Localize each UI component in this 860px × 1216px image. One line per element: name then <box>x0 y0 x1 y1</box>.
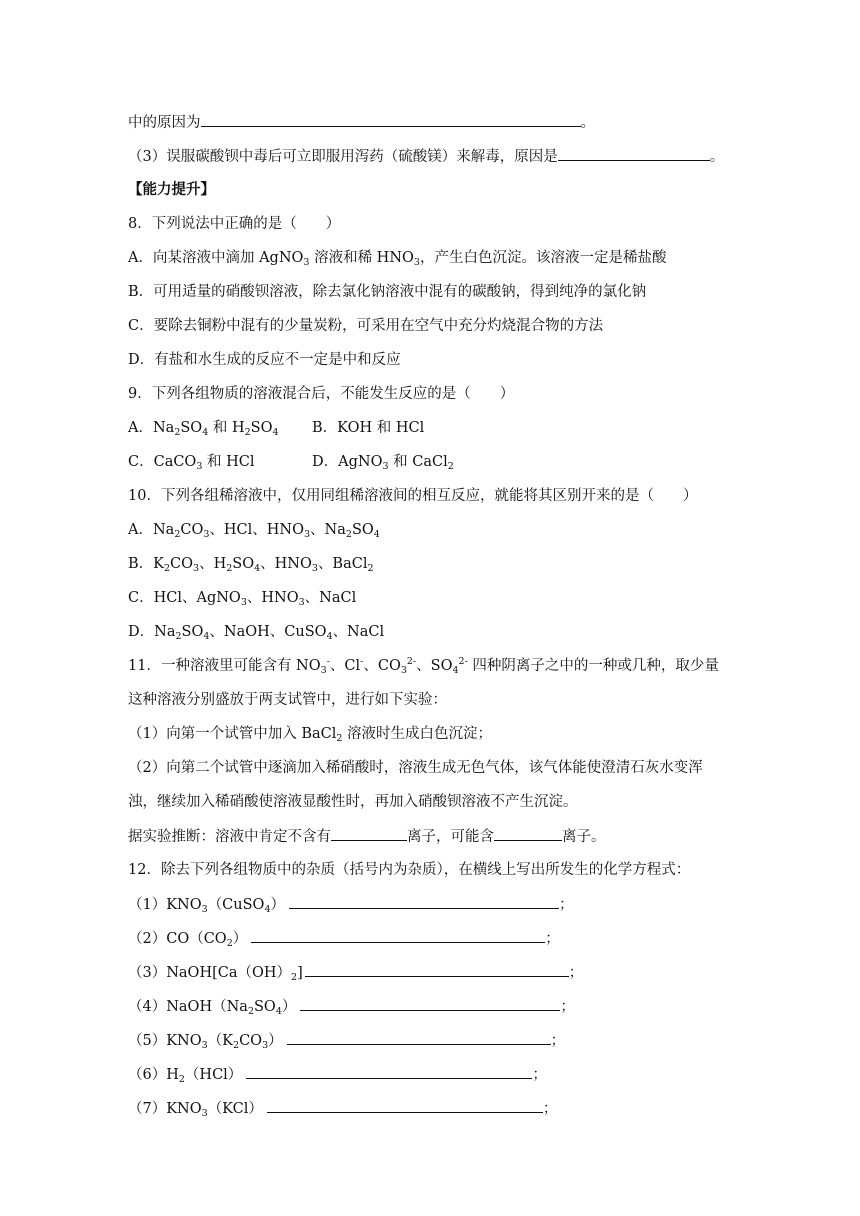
question-12-item-3 <box>128 962 768 983</box>
text: 。 <box>709 149 725 165</box>
subscript: 2 <box>233 1040 240 1051</box>
question-11-line-1 <box>128 656 768 676</box>
subscript: 3 <box>201 904 208 915</box>
text: 溶液时生成白色沉淀； <box>342 726 493 742</box>
subscript: 2 <box>336 733 343 744</box>
subscript: 3 <box>400 665 407 676</box>
subscript: 2 <box>174 427 181 438</box>
text: （1）KNO <box>128 897 202 913</box>
text: SO <box>250 420 273 436</box>
question-12-item-4 <box>128 996 768 1017</box>
subscript: 3 <box>382 461 389 472</box>
text: 和 H <box>208 420 245 436</box>
text: SO <box>180 420 203 436</box>
question-12-stem: 12．除去下列各组物质中的杂质（括号内为杂质），在横线上写出所发生的化学方程式： <box>128 862 691 878</box>
text: ； <box>568 965 584 981</box>
superscript: 2- <box>458 656 468 667</box>
subscript: 2 <box>447 461 454 472</box>
subscript: 3 <box>240 597 247 608</box>
answer-blank[interactable] <box>300 996 560 1011</box>
question-8-option-d: D．有盐和水生成的反应不一定是中和反应 <box>128 352 401 368</box>
question-9-options-cd <box>128 452 768 472</box>
text: 和 CaCl <box>388 454 448 470</box>
subscript: 3 <box>303 257 310 268</box>
text: （1）向第一个试管中加入 BaCl <box>128 726 337 742</box>
question-9-option-a <box>128 418 312 438</box>
subscript: 2 <box>345 529 352 540</box>
question-11-conclusion <box>128 826 768 847</box>
question-11-step-1 <box>128 724 768 744</box>
text: （6）H <box>128 1067 179 1083</box>
question-8-option-c: C．要除去铜粉中混有的少量炭粉，可采用在空气中充分灼烧混合物的方法 <box>128 318 604 334</box>
answer-line-reason <box>128 112 768 133</box>
question-10-option-b <box>128 554 768 574</box>
text: （4）NaOH（Na <box>128 999 248 1015</box>
question-12-item-6 <box>128 1064 768 1085</box>
text: CO <box>239 1033 263 1049</box>
text: 、H <box>199 556 227 572</box>
question-8-stem: 8．下列说法中正确的是（ ） <box>128 216 341 232</box>
superscript: 2- <box>406 656 417 667</box>
text: （7）KNO <box>128 1101 202 1117</box>
text: 和 HCl <box>202 454 255 470</box>
answer-blank[interactable] <box>251 928 545 943</box>
subscript: 4 <box>326 631 333 642</box>
text: C．HCl、AgNO <box>128 590 241 606</box>
answer-blank[interactable] <box>287 1030 551 1045</box>
text: A．Na <box>128 522 175 538</box>
answer-blank[interactable] <box>246 1064 532 1079</box>
text: （2）CO（CO <box>128 931 227 947</box>
text: ，产生白色沉淀。该溶液一定是稀盐酸 <box>419 250 667 266</box>
question-12-item-5 <box>128 1030 768 1051</box>
text: 中的原因为 <box>128 115 201 131</box>
text: SO <box>181 624 204 640</box>
superscript: - <box>326 656 330 667</box>
text: （K <box>207 1033 234 1049</box>
answer-blank[interactable] <box>305 962 569 977</box>
question-10-option-a <box>128 520 768 540</box>
subscript: 2 <box>226 563 233 574</box>
superscript: - <box>360 656 364 667</box>
subscript: 3 <box>201 1040 208 1051</box>
subscript: 3 <box>320 665 327 676</box>
text: 、NaOH、CuSO <box>209 624 327 640</box>
text: C．CaCO <box>128 454 197 470</box>
text: （3）误服碳酸钡中毒后可立即服用泻药（硫酸镁）来解毒，原因是 <box>128 149 558 165</box>
answer-blank[interactable] <box>494 826 562 841</box>
question-11-step-2-cont: 浊，继续加入稀硝酸使溶液显酸性时，再加入硝酸钡溶液不产生沉淀。 <box>128 794 578 810</box>
text: 11．一种溶液里可能含有 NO <box>128 658 321 674</box>
subscript: 2 <box>175 631 182 642</box>
subscript: 3 <box>262 1040 269 1051</box>
text: 、HCl、HNO <box>209 522 304 538</box>
subscript: 4 <box>452 665 459 676</box>
answer-blank[interactable] <box>201 112 581 127</box>
text: SO <box>351 522 374 538</box>
text: ] <box>297 965 303 981</box>
text: 、NaCl <box>304 590 357 606</box>
question-9-option-c <box>128 452 312 472</box>
subscript: 2 <box>291 972 298 983</box>
subscript: 2 <box>226 938 233 949</box>
question-9-option-b: B．KOH 和 HCl <box>312 420 425 436</box>
subscript: 2 <box>178 1074 185 1085</box>
text: ； <box>542 1101 558 1117</box>
text: CO <box>170 556 194 572</box>
section-heading: 【能力提升】 <box>128 181 215 198</box>
text: SO <box>232 556 255 572</box>
subscript: 3 <box>201 1108 208 1119</box>
text: A．向某溶液中滴加 AgNO <box>128 250 304 266</box>
text: ） <box>270 897 285 913</box>
text: （3）NaOH[Ca（OH） <box>128 965 292 981</box>
subscript: 2 <box>164 563 171 574</box>
subscript: 3 <box>298 597 305 608</box>
text: A．Na <box>128 420 175 436</box>
subscript: 4 <box>272 427 279 438</box>
subscript: 3 <box>311 563 318 574</box>
text: ） <box>268 1033 283 1049</box>
text: （CuSO <box>207 897 265 913</box>
subscript: 3 <box>193 563 200 574</box>
text: （HCl） <box>184 1067 243 1083</box>
text: CO <box>180 522 204 538</box>
question-8-option-b: B．可用适量的硝酸钡溶液，除去氯化钠溶液中混有的碳酸钠，得到纯净的氯化钠 <box>128 284 647 300</box>
text: D．Na <box>128 624 176 640</box>
text: 离子。 <box>562 829 606 845</box>
text: D．AgNO <box>312 454 383 470</box>
text: ） <box>232 931 248 947</box>
text: ； <box>559 897 574 913</box>
subscript: 4 <box>264 904 271 915</box>
question-11-step-2: （2）向第二个试管中逐滴加入稀硝酸时，溶液生成无色气体，该气体能使澄清石灰水变浑 <box>128 760 703 776</box>
answer-blank[interactable] <box>289 894 559 909</box>
text: ） <box>281 999 297 1015</box>
answer-blank[interactable] <box>331 826 407 841</box>
answer-blank[interactable] <box>267 1098 543 1113</box>
text: 据实验推断：溶液中肯定不含有 <box>128 829 331 845</box>
text: （KCl） <box>207 1101 263 1117</box>
text: B．K <box>128 556 164 572</box>
text: 、CO <box>363 658 401 674</box>
text: （5）KNO <box>128 1033 202 1049</box>
question-9-stem: 9．下列各组物质的溶液混合后，不能发生反应的是（ ） <box>128 386 515 402</box>
subscript: 2 <box>367 563 374 574</box>
subscript: 4 <box>373 529 380 540</box>
subscript: 3 <box>196 461 203 472</box>
text: SO <box>253 999 276 1015</box>
text: 。 <box>580 115 595 131</box>
text: 四种阴离子之中的一种或几种，取少量 <box>467 658 719 674</box>
question-9-option-d <box>312 452 454 472</box>
text: ； <box>550 1033 566 1049</box>
subscript: 4 <box>275 1006 282 1017</box>
question-12-item-7 <box>128 1098 768 1119</box>
text: 、NaCl <box>332 624 385 640</box>
subscript: 2 <box>244 427 251 438</box>
text: 溶液和稀 HNO <box>309 250 414 266</box>
subscript: 3 <box>413 257 420 268</box>
question-10-stem: 10．下列各组稀溶液中，仅用同组稀溶液间的相互反应，就能将其区别开来的是（ ） <box>128 488 698 504</box>
subscript: 3 <box>203 529 210 540</box>
subscript: 3 <box>304 529 311 540</box>
subscript: 4 <box>203 631 210 642</box>
text: 离子，可能含 <box>407 829 494 845</box>
subscript: 4 <box>254 563 261 574</box>
question-12-item-2 <box>128 928 768 949</box>
subscript: 2 <box>247 1006 254 1017</box>
text: 、SO <box>416 658 453 674</box>
answer-blank[interactable] <box>558 146 710 161</box>
question-11-line-2: 这种溶液分别盛放于两支试管中，进行如下实验： <box>128 692 447 708</box>
subscript: 2 <box>174 529 181 540</box>
subscript: 4 <box>202 427 209 438</box>
question-7-3 <box>128 146 768 167</box>
question-10-option-d <box>128 622 768 642</box>
text: ； <box>560 999 575 1015</box>
question-9-options-ab <box>128 418 768 438</box>
text: 、Na <box>310 522 346 538</box>
text: 、HNO <box>246 590 299 606</box>
text: 、HNO <box>260 556 312 572</box>
text: ； <box>532 1067 547 1083</box>
text: 、BaCl <box>317 556 368 572</box>
text: ； <box>545 931 560 947</box>
question-12-item-1 <box>128 894 768 915</box>
question-8-option-a <box>128 248 768 268</box>
question-10-option-c <box>128 588 768 608</box>
text: 、Cl <box>329 658 361 674</box>
